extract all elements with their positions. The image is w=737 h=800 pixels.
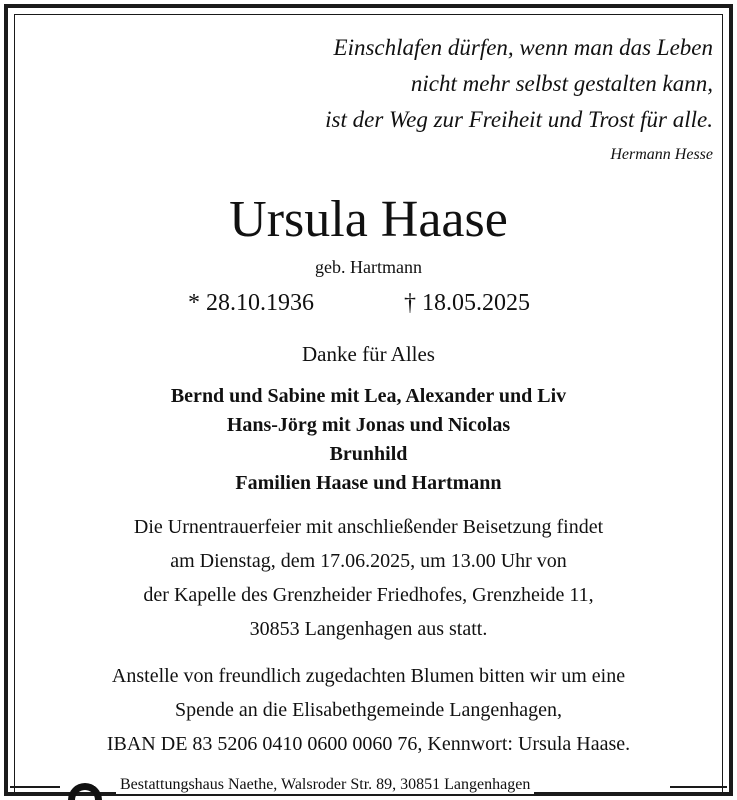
donation-line-2: Spende an die Elisabethgemeinde Langenhagen, (174, 699, 563, 721)
death-date: † 18.05.2025 (404, 290, 530, 316)
ceremony-line-3: der Kapelle des Grenzheider Friedhofes, Grenzheide 11, (143, 584, 594, 606)
family-line-2: Hans-Jörg mit Jonas und Nicolas (226, 414, 511, 436)
footer-rule-right (670, 786, 727, 788)
ceremony-line-4: 30853 Langenhagen aus statt. (249, 618, 488, 640)
birth-date: * 28.10.1936 (188, 290, 314, 316)
quote-line-1: Einschlafen dürfen, wenn man das Leben (333, 35, 713, 60)
funeral-home-logo-icon (64, 770, 106, 800)
quote-line-2: nicht mehr selbst gestalten kann, (410, 71, 713, 96)
quote-author: Hermann Hesse (610, 146, 713, 163)
birth-name: geb. Hartmann (315, 257, 422, 277)
ceremony-line-1: Die Urnentrauerfeier mit anschließender Beisetzung findet (133, 516, 604, 538)
ceremony-line-2: am Dienstag, dem 17.06.2025, um 13.00 Uhr von (170, 550, 567, 572)
quote-line-3: ist der Weg zur Freiheit und Trost für alle. (325, 107, 713, 132)
family-line-3: Brunhild (329, 443, 408, 465)
thanks-line: Danke für Alles (302, 342, 435, 366)
footer (0, 762, 737, 800)
deceased-name: Ursula Haase (229, 191, 508, 248)
funeral-home-address: Bestattungshaus Naethe, Walsroder Str. 89, 30851 Langenhagen (116, 776, 534, 794)
family-line-1: Bernd und Sabine mit Lea, Alexander und Liv (170, 385, 567, 407)
donation-line-3: IBAN DE 83 5206 0410 0600 0060 76, Kennwort: Ursula Haase. (106, 733, 631, 755)
family-line-4: Familien Haase und Hartmann (235, 472, 502, 494)
donation-line-1: Anstelle von freundlich zugedachten Blumen bitten wir um eine (111, 665, 626, 687)
footer-rule-left (10, 786, 60, 788)
